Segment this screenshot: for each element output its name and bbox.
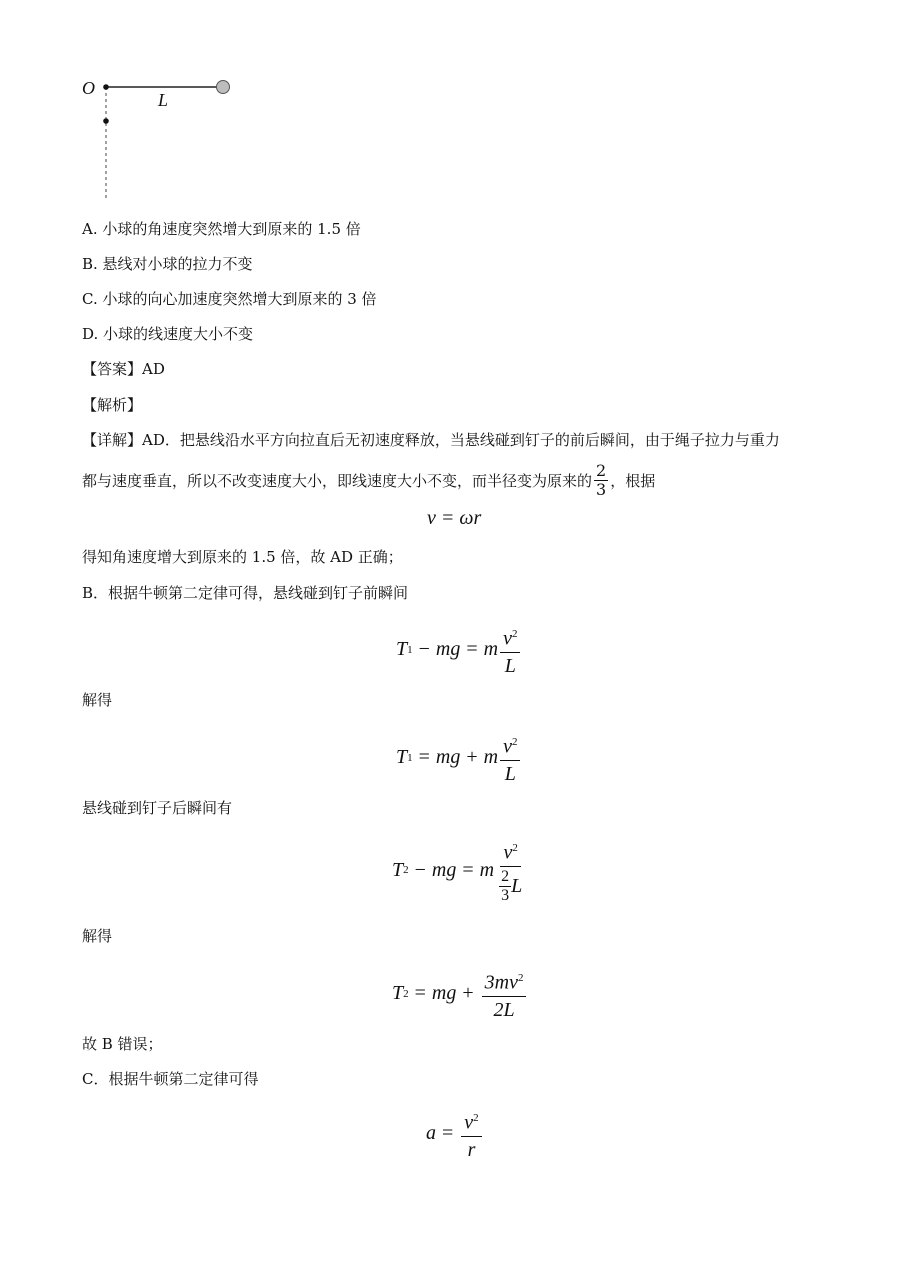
v: v [503,735,512,758]
fraction-two-thirds [594,462,608,499]
t1-symbol: T [396,746,408,769]
t2-subscript: 2 [403,987,409,1000]
fraction-v2-over-L [500,622,520,678]
equals-sign: = [462,858,474,881]
square: 2 [473,1112,479,1124]
equation-t1-solved [396,730,522,786]
fraction-3mv2-over-2L [482,966,527,1022]
L: L [511,875,523,898]
v: v [503,841,513,864]
line-c-intro: C．根据牛顿第二定律可得 [82,1070,259,1088]
frac-denominator: r [467,1138,476,1161]
analysis-header: 【解析】 [82,396,143,414]
answer: 【答案】AD [82,360,165,378]
v: v [503,627,512,650]
t2-subscript: 2 [403,864,409,877]
fraction-v2-over-two-thirds-L [496,836,525,905]
t2-symbol: T [392,982,404,1005]
frac-denominator [496,867,525,905]
frac-denominator: L [504,654,516,677]
t1-subscript: 1 [407,751,413,764]
plus-sign: + [462,982,474,1005]
line-b-wrong: 故 B 错误； [82,1035,163,1053]
inner-num: 2 [501,867,510,885]
nail-point [103,118,109,124]
option-a: A. 小球的角速度突然增大到原来的 1.5 倍 [82,220,361,238]
frac-numerator [461,1106,481,1137]
frac-denominator: 2L [493,998,515,1021]
option-b: B. 悬线对小球的拉力不变 [82,255,253,273]
minus-sign: − [418,638,430,661]
mg: mg [431,982,457,1005]
equation-t2-after [392,836,527,905]
equals-sign: = [414,982,426,1005]
mg: mg [431,858,457,881]
m: m [483,638,499,661]
fraction-v2-over-r [461,1106,481,1162]
detail-line-2-prefix: 都与速度垂直，所以不改变速度大小，即线速度大小不变，而半径变为原来的 [82,471,593,490]
equation-v-omega-r: v = ωr [427,507,482,529]
label-O: O [82,78,95,98]
mg: mg [435,638,461,661]
line-after-eq1: 得知角速度增大到原来的 1.5 倍，故 AD 正确； [82,548,403,566]
t1-subscript: 1 [407,643,413,656]
equation-acceleration [426,1106,484,1162]
solve-label-1: 解得 [82,691,113,709]
minus-sign: − [414,858,426,881]
t1-symbol: T [396,638,408,661]
frac-denominator: L [504,762,516,785]
plus-sign: + [466,746,478,769]
square: 2 [511,736,518,748]
pivot-point [103,84,109,90]
solve-label-2: 解得 [82,927,113,945]
inner-den: 3 [501,886,510,904]
fraction-v2-over-L [500,730,520,786]
mg: mg [435,746,461,769]
equals-sign: = [466,638,478,661]
three-mv: 3mv [484,971,518,994]
line-b-intro: B．根据牛顿第二定律可得，悬线碰到钉子前瞬间 [82,584,409,602]
m: m [479,858,495,881]
inner-fraction-two-thirds [499,868,511,905]
ball [217,81,230,94]
detail-line-1: 【详解】AD．把悬线沿水平方向拉直后无初速度释放，当悬线碰到钉子的前后瞬间，由于绳子拉力与重力 [82,431,780,449]
v: v [464,1111,474,1134]
equation-t2-solved [392,966,528,1022]
frac-numerator [500,836,520,867]
square: 2 [511,628,518,640]
frac-numerator [500,622,520,653]
equals-sign: = [418,746,430,769]
frac-numerator [482,966,527,997]
frac-num: 2 [596,461,607,480]
pendulum-figure [78,70,248,205]
equation-t1-before [396,622,522,678]
option-d: D. 小球的线速度大小不变 [82,325,254,343]
equals-sign: = [442,1122,454,1145]
a-symbol: a [426,1122,436,1145]
line-after-t1: 悬线碰到钉子后瞬间有 [82,799,233,817]
t2-symbol: T [392,858,404,881]
detail-line-2-suffix: ，根据 [610,471,656,490]
detail-line-2 [82,462,655,499]
m: m [483,746,499,769]
frac-den: 3 [596,480,607,499]
option-c: C. 小球的向心加速度突然增大到原来的 3 倍 [82,290,377,308]
square: 2 [517,972,524,984]
label-L: L [158,90,169,110]
square: 2 [512,842,518,854]
frac-numerator [500,730,520,761]
